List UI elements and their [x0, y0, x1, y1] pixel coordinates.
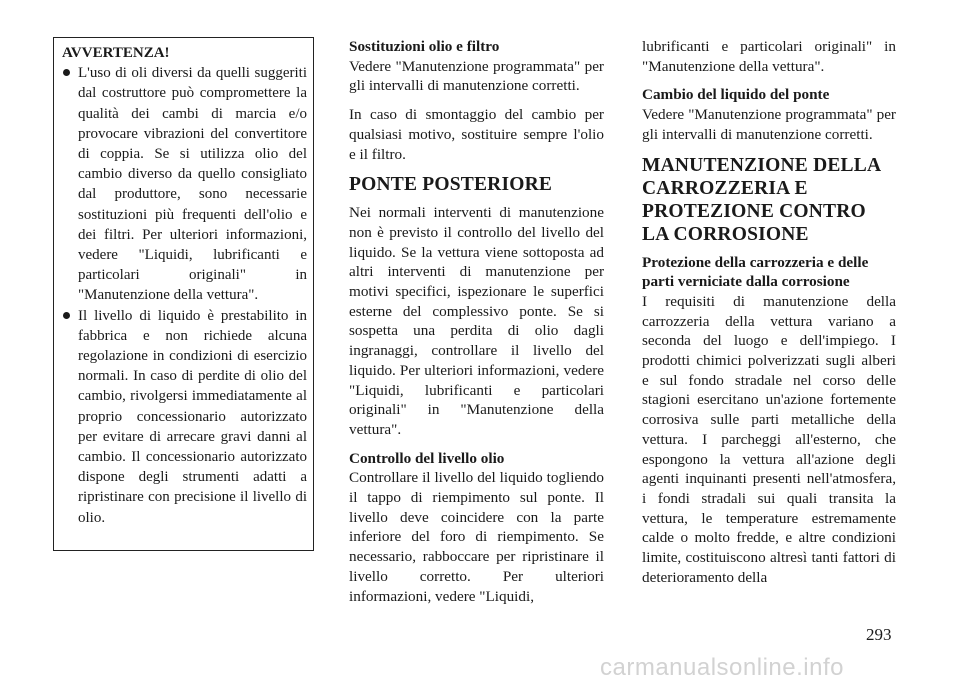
warning-box: [53, 37, 314, 551]
oil-change-heading: Sostituzioni olio e filtro: [349, 38, 500, 55]
warning-title: AVVERTENZA!: [62, 45, 170, 61]
page-number: 293: [866, 625, 892, 644]
right-column: [642, 37, 896, 596]
watermark: carmanualsonline.info: [600, 654, 844, 681]
bullet-icon: [63, 69, 70, 76]
warning-bullet-text: L'uso di oli diversi da quelli suggeriti dal costruttore può compromettere la qualità dei cambi di marcia e/o provocare vibrazioni del convertitore di coppia. Se si utilizza olio del cambio diverso da quello consigliato dal produttore, sono necessarie sostituzioni più frequenti dell'olio e dei filtri. Per ulteriori informazioni, vedere "Liquidi, lubrificanti e particolari originali" in "Manutenzione della vettura".: [78, 65, 307, 304]
body-protection-text: I requisiti di manutenzione della carrozzeria della vettura variano a seconda del luogo e dell'impiego. I prodotti chimici polverizzati sugli alberi e sul fondo stradale nel corso delle stagioni esercitano un'azione fortemente corrosiva sulle parti metalliche della vettura. I parcheggi all'esterno, che espongono la vettura all'azione degli agenti inquinanti presenti nell'atmosfera, i fondi stradali sui quali transita la vettura, le temperature estremamente calde o molto fredde, e altre condizioni limite, costituiscono altresì tanti fattori di deterioramento della: [642, 292, 896, 586]
level-check-text: Controllare il livello del liquido togliendo il tappo di riempimento sul ponte. Il livello deve coincidere con la parte inferiore del foro di riempimento. Se necessario, rabboccare per ripristinare il livello corretto. Per ulteriori informazioni, vedere "Liquidi,: [349, 469, 604, 605]
rear-axle-paragraph: Nei normali interventi di manutenzione non è previsto il controllo del livello del liquido. Se la vettura viene sottoposta ad altri interventi di manutenzione per motivi specifici, ispezionare le superfici esterne del complessivo ponte. Se si sospetta una perdita di olio dagli ingranaggi, controllare il livello del liquido. Per ulteriori informazioni, vedere "Liquidi, lubrificanti e particolari originali" in "Manutenzione della vettura".: [349, 204, 604, 438]
warning-bullet: [62, 63, 307, 305]
warning-bullet-text: Il livello di liquido è prestabilito in fabbrica e non richiede alcuna regolazione in condizioni di esercizio normali. In caso di perdite di olio del cambio, rivolgersi immediatamente al proprio concessionario autorizzato per evitare di arrecare gravi danni al cambio. Il concessionario autorizzato dispone degli strumenti adatti a ripristinare con precisione il livello di olio.: [78, 307, 307, 526]
axle-fluid-heading: Cambio del liquido del ponte: [642, 86, 830, 104]
rear-axle-title: PONTE POSTERIORE: [349, 174, 553, 196]
oil-change-section: [349, 37, 604, 96]
axle-fluid-text: Vedere "Manutenzione programmata" per gli intervalli di manutenzione corretti.: [642, 106, 896, 143]
level-check-continued: lubrificanti e particolari originali" in "Manutenzione della vettura".: [642, 38, 896, 75]
level-check-section: [349, 449, 604, 607]
body-protection-section: [642, 253, 896, 588]
oil-change-text: Vedere "Manutenzione programmata" per gli intervalli di manutenzione corretti.: [349, 57, 604, 95]
axle-fluid-section: [642, 85, 896, 144]
body-protection-heading: Protezione della carrozzeria e delle parti verniciate dalla corrosione: [642, 253, 869, 291]
warning-bullet: [62, 306, 307, 528]
oil-change-paragraph: In caso di smontaggio del cambio per qualsiasi motivo, sostituire sempre l'olio e il filtro.: [349, 106, 604, 163]
bullet-icon: [63, 312, 70, 319]
level-check-heading: Controllo del livello olio: [349, 449, 505, 467]
body-maintenance-title: MANUTENZIONE DELLA CARROZZERIA E PROTEZIONE CONTRO LA CORROSIONE: [642, 154, 881, 245]
middle-column: [349, 37, 604, 615]
